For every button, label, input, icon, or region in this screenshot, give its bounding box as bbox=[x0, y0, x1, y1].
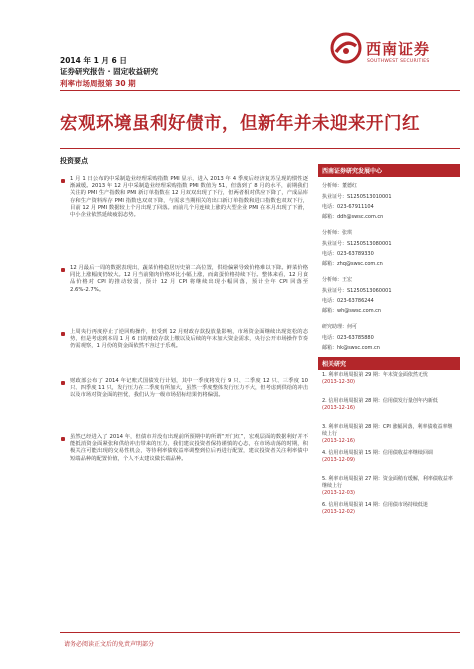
related-item[interactable] bbox=[322, 398, 454, 412]
paragraph: 12 月最后一周的数据表现出，蔬菜价格稳居历史第二高位置，供给偏紧导致价格难以下降。鲜菜价格同比上涨幅度仍较大。12 月当前猪肉价格环比小幅上涨，而禽蛋价格持续下行。整体来看，12 月食品价格对 CPI 的推动较弱，预计 12 月 CPI 将继续出现小幅回落，预计全年 CPI 回落至 2.6%-2.7%。 bbox=[70, 265, 308, 293]
analyst-cert: 执业证号：S1250513080001 bbox=[322, 241, 392, 247]
related-date: (2013-12-09) bbox=[322, 457, 355, 463]
analyst-cert: 执业证号：S1250513010001 bbox=[322, 194, 392, 200]
related-date: (2013-12-02) bbox=[322, 509, 355, 515]
related-date: (2013-12-30) bbox=[322, 379, 355, 385]
related-item[interactable] bbox=[322, 502, 454, 516]
paragraph: 上周央行再度停止了逆回购操作，但受到 12 月财政存款投放量影响，市场资金面继续出现宽松的态势，但是考虑到本周 1 月 6 日的财政存款上缴以及后续的年末加大资金需求，央行公开市场操作节奏仍需观察，1 月份的资金面依然不容过于乐观。 bbox=[70, 329, 308, 350]
analyst-name: 分析师：董德红 bbox=[322, 183, 358, 189]
related-item[interactable] bbox=[322, 372, 454, 386]
related-date: (2013-12-16) bbox=[322, 405, 355, 411]
sidebar-team-title: 西南证券研究发展中心 bbox=[318, 164, 460, 177]
related-date: (2013-12-16) bbox=[322, 438, 355, 444]
related-text: 信用市场周报第 14 期：信用债市场持续低迷 bbox=[328, 502, 428, 508]
related-text: 利率市场周报第 29 期：年末资金面依然无忧 bbox=[328, 372, 428, 378]
related-title: 相关研究 bbox=[318, 357, 460, 370]
analyst-cert: 执业证号：S1250513060001 bbox=[322, 288, 392, 294]
bullet-icon bbox=[61, 437, 65, 441]
assistant-name: 研究助理：何可 bbox=[322, 324, 358, 330]
footer-divider bbox=[60, 632, 460, 633]
related-num: 2. bbox=[322, 398, 327, 404]
analyst-name: 分析师：王宏 bbox=[322, 277, 353, 283]
analyst-email[interactable]: 邮箱：wh@swsc.com.cn bbox=[322, 308, 382, 314]
related-text: 信用市场周报第 28 期：信用债发行量创年内新低 bbox=[328, 398, 438, 404]
analyst-email[interactable]: 邮箱：ddh@swsc.com.cn bbox=[322, 214, 384, 220]
bullet-icon bbox=[61, 381, 65, 385]
related-num: 5. bbox=[322, 476, 327, 482]
title-divider bbox=[60, 148, 460, 149]
related-num: 6. bbox=[322, 502, 327, 508]
related-text: 信用市场周报第 15 期：信用债收益率继续回调 bbox=[328, 450, 433, 456]
header-divider bbox=[60, 90, 460, 91]
bullet-icon bbox=[61, 268, 65, 272]
report-date: 2014 年 1 月 6 日 bbox=[60, 56, 127, 65]
related-text: 利率市场周报第 27 期：资金面稍有缓解，利率债收益率继续上行 bbox=[322, 476, 453, 489]
footer-disclaimer: 请务必阅读正文后的免责声明部分 bbox=[64, 641, 155, 648]
logo-name-en: SOUTHWEST SECURITIES bbox=[367, 59, 430, 64]
paragraph: 虽然已经进入了 2014 年，但债市并没有出现前所预期中的所谓“开门红”，宏观层面的数据利好并不能抵消资金面紧张和供给冲击带来的压力，我们建议投资者保持谨慎的心态，在市场动荡的时期，积极关注可能出现的交易性机会，等待利率债收益率调整到位后再进行配置，建议投资者关注利率债中短端品种的配置价值，个人不太建议做长端品种。 bbox=[70, 434, 308, 462]
paragraph: 1 月 1 日公布的中采制造业经理采购指数 PMI 显示，进入 2013 年 4 季度后经济复苏呈现的惯性逐渐减缓。2013 年 12 月中采制造业经理采购指数 PMI 数值为 51，但落到了 8 月的水平，前期我们关注的 PMI 生产指数和 PMI 新订单指数在 12 月双双出现了下行，但两者相对供应下降了，产成品库存和生产资料库存 PMI 指数也双双下降，与需求当期相关的出口新订单指数和进口指数也双双下行，目前 12 月 PMI 数据较上个月出现了回落。而前几个月连续上涨的大型企业 PMI 在本月出现了下滑，中小企业依然延续疲弱态势。 bbox=[70, 176, 308, 219]
assistant-email[interactable]: 邮箱：hk@swsc.com.cn bbox=[322, 345, 380, 351]
analyst-phone: 电话：023-63789330 bbox=[322, 251, 374, 257]
report-series: 利率市场周报第 30 期 bbox=[60, 79, 136, 88]
section-title: 投资要点 bbox=[60, 157, 88, 165]
related-num: 4. bbox=[322, 450, 327, 456]
bullet-icon bbox=[61, 179, 65, 183]
related-date: (2013-12-03) bbox=[322, 490, 355, 496]
logo-name-cn: 西南证券 bbox=[366, 40, 431, 58]
report-type: 证券研究报告 · 固定收益研究 bbox=[60, 67, 159, 76]
related-num: 3. bbox=[322, 424, 327, 430]
assistant-phone: 电话：023-63785880 bbox=[322, 335, 374, 341]
analyst-phone: 电话：023-63786244 bbox=[322, 298, 374, 304]
analyst-email[interactable]: 邮箱：zhq@swsc.com.cn bbox=[322, 261, 383, 267]
analyst-name: 分析师：张琪 bbox=[322, 230, 353, 236]
analyst-phone: 电话：023-67911104 bbox=[322, 204, 374, 210]
bullet-icon bbox=[61, 332, 65, 336]
paragraph: 财政部公布了 2014 年记账式国债发行计划，其中一季度将发行 9 只、二季度 12 只、三季度 10 只、四季度 11 只，发行压力在二季度有所加大，虽然一季度整体发行压力不大，但考虑到供给的冲击以及市场对资金面的担忧，我们认为一级市场招标结果仍将偏弱。 bbox=[70, 378, 308, 399]
related-item[interactable] bbox=[322, 424, 454, 445]
page-title: 宏观环境虽利好债市，但新年并未迎来开门红 bbox=[60, 114, 420, 134]
related-item[interactable] bbox=[322, 476, 454, 497]
related-text: 利率市场周报第 28 期：CPI 涨幅回落，利率债收益率继续上行 bbox=[322, 424, 453, 437]
related-num: 1. bbox=[322, 372, 327, 378]
logo-icon bbox=[330, 32, 362, 64]
related-item[interactable] bbox=[322, 450, 454, 464]
